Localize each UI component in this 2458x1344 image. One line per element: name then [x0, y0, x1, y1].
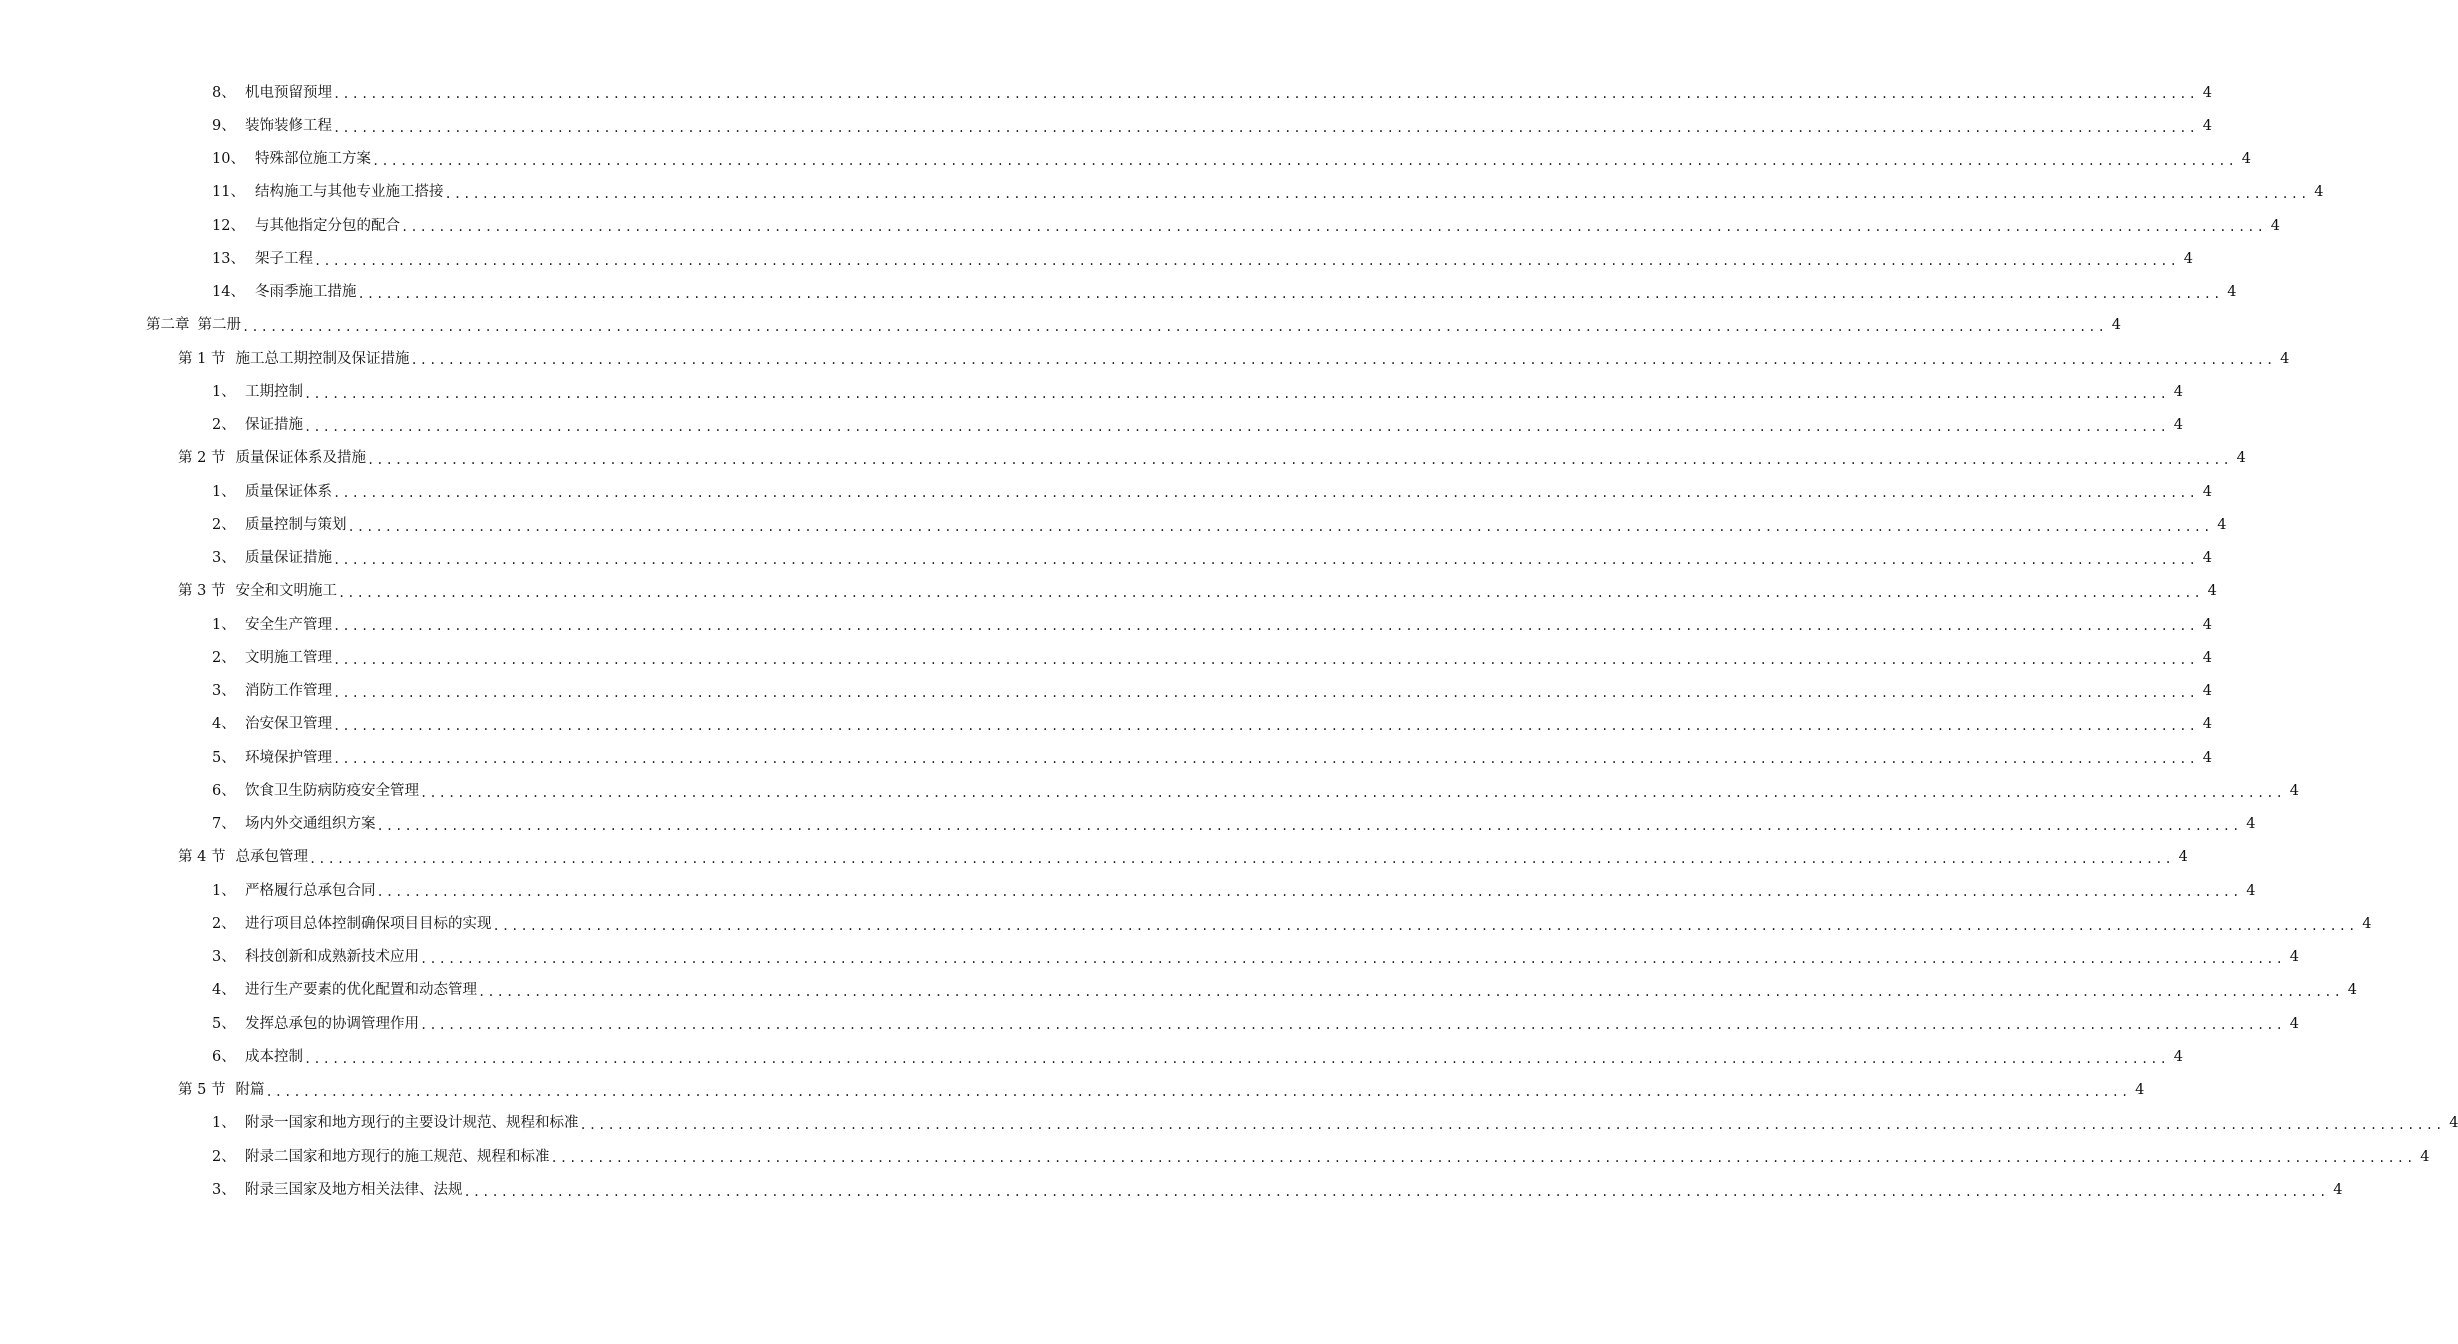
toc-entry-text: [212, 382, 303, 402]
toc-entry-number: 3、: [212, 1181, 236, 1198]
toc-page-number: 4: [2202, 616, 2212, 633]
toc-entry-number: 4、: [212, 716, 236, 733]
toc-entry-number: 3、: [212, 949, 236, 966]
toc-entry-text: [212, 615, 332, 635]
toc-dot-leader: ........................................................................................................................................................................................................: [333, 552, 2198, 567]
toc-entry-title: 质量保证体系及措施: [235, 450, 366, 467]
toc-entry-number: 2、: [212, 649, 236, 666]
toc-entry-title: 发挥总承包的协调管理作用: [245, 1015, 419, 1032]
toc-entry-number: 6、: [212, 782, 236, 799]
toc-entry-number: 9、: [212, 117, 236, 134]
toc-entry[interactable]: [0, 76, 2212, 109]
toc-entry-number: 第 3 节: [178, 583, 226, 600]
toc-page-number: 4: [2202, 483, 2212, 500]
toc-entry-text: [212, 947, 419, 967]
toc-entry-number: 1、: [212, 882, 236, 899]
toc-entry-text: [212, 781, 419, 801]
toc-entry-text: [212, 1180, 463, 1200]
toc-entry-text: [212, 515, 347, 535]
toc-entry-text: [212, 1014, 419, 1034]
toc-entry-number: 3、: [212, 683, 236, 700]
toc-page-number: 4: [2202, 749, 2212, 766]
toc-entry-text: [146, 315, 241, 335]
toc-entry-text: [212, 282, 357, 302]
toc-entry-title: 附录一国家和地方现行的主要设计规范、规程和标准: [245, 1115, 579, 1132]
toc-entry-text: [178, 448, 366, 468]
toc-entry-number: 1、: [212, 483, 236, 500]
toc-entry[interactable]: [0, 375, 2183, 408]
toc-entry-title: 消防工作管理: [245, 683, 332, 700]
toc-entry-title: 安全和文明施工: [235, 583, 337, 600]
toc-entry[interactable]: [0, 143, 2251, 176]
toc-entry-text: [178, 847, 308, 867]
toc-dot-leader: ........................................................................................................................................................................................................: [337, 586, 2203, 600]
toc-dot-leader: ........................................................................................................................................................................................................: [492, 918, 2358, 933]
toc-entry[interactable]: [0, 741, 2212, 774]
toc-entry-number: 第二章: [146, 317, 190, 334]
toc-dot-leader: ........................................................................................................................................................................................................: [304, 419, 2169, 434]
toc-entry[interactable]: [0, 176, 2324, 209]
toc-entry[interactable]: [0, 1007, 2299, 1040]
toc-page-number: 4: [2173, 417, 2183, 434]
toc-entry-text: [212, 914, 492, 934]
toc-entry-title: 环境保护管理: [245, 749, 332, 766]
toc-page-number: 4: [2289, 782, 2299, 799]
toc-entry-number: 第 1 节: [178, 350, 226, 367]
toc-entry-text: [212, 648, 332, 668]
toc-page-number: 4: [2111, 317, 2121, 334]
toc-entry[interactable]: [0, 475, 2212, 508]
toc-page-number: 4: [2420, 1148, 2430, 1165]
toc-entry-number: 5、: [212, 1015, 236, 1032]
toc-entry[interactable]: [0, 542, 2212, 575]
toc-page-number: 4: [2178, 849, 2188, 866]
toc-entry-title: 安全生产管理: [245, 616, 332, 633]
toc-entry[interactable]: [0, 708, 2212, 741]
toc-entry-number: 8、: [212, 84, 236, 101]
toc-entry[interactable]: [0, 575, 2217, 608]
toc-entry-number: 第 4 节: [178, 849, 226, 866]
toc-entry-text: [212, 714, 332, 734]
toc-entry-text: [212, 83, 332, 103]
toc-page-number: 4: [2227, 284, 2237, 301]
toc-entry-title: 进行项目总体控制确保项目目标的实现: [245, 915, 492, 932]
toc-entry-title: 附篇: [235, 1082, 265, 1099]
toc-entry-number: 10、: [212, 151, 245, 168]
toc-dot-leader: ........................................................................................................................................................................................................: [333, 486, 2198, 501]
toc-entry[interactable]: [0, 841, 2188, 874]
toc-entry-text: [212, 881, 376, 901]
toc-entry-title: 质量控制与策划: [245, 516, 347, 533]
toc-entry-number: 2、: [212, 1148, 236, 1165]
toc-dot-leader: ........................................................................................................................................................................................................: [304, 1051, 2169, 1066]
toc-entry[interactable]: [0, 974, 2357, 1007]
toc-dot-leader: ........................................................................................................................................................................................................: [376, 818, 2242, 833]
toc-entry-title: 第二册: [197, 317, 241, 334]
toc-entry-number: 2、: [212, 915, 236, 932]
toc-entry-number: 第 2 节: [178, 450, 226, 467]
toc-entry[interactable]: [0, 808, 2256, 841]
toc-entry-text: [212, 814, 376, 834]
toc-entry-title: 冬雨季施工措施: [255, 284, 357, 301]
toc-dot-leader: ........................................................................................................................................................................................................: [579, 1118, 2445, 1132]
toc-entry[interactable]: [0, 1107, 2458, 1140]
toc-dot-leader: ........................................................................................................................................................................................................: [347, 519, 2213, 534]
toc-entry-text: [178, 1080, 264, 1100]
toc-entry-title: 质量保证措施: [245, 550, 332, 567]
toc-entry[interactable]: [0, 109, 2212, 142]
toc-dot-leader: ........................................................................................................................................................................................................: [308, 852, 2174, 866]
toc-dot-leader: ........................................................................................................................................................................................................: [463, 1184, 2329, 1199]
toc-dot-leader: ........................................................................................................................................................................................................: [401, 220, 2266, 235]
toc-entry-title: 总承包管理: [235, 849, 308, 866]
toc-page-number: 4: [2246, 816, 2256, 833]
toc-entry[interactable]: [0, 508, 2227, 541]
toc-entry-number: 2、: [212, 417, 236, 434]
toc-page-number: 4: [2280, 350, 2290, 367]
toc-entry-title: 附录二国家和地方现行的施工规范、规程和标准: [245, 1148, 550, 1165]
toc-entry-number: 13、: [212, 250, 245, 267]
toc-entry-text: [212, 1113, 579, 1133]
toc-dot-leader: ........................................................................................................................................................................................................: [366, 453, 2232, 467]
toc-entry-title: 保证措施: [245, 417, 303, 434]
toc-entry-title: 治安保卫管理: [245, 716, 332, 733]
toc-entry-title: 结构施工与其他专业施工搭接: [255, 184, 444, 201]
toc-entry-number: 3、: [212, 550, 236, 567]
toc-entry-text: [212, 149, 371, 169]
toc-entry-title: 工期控制: [245, 383, 303, 400]
toc-dot-leader: ........................................................................................................................................................................................................: [333, 619, 2198, 634]
toc-entry[interactable]: [0, 442, 2246, 475]
toc-dot-leader: ........................................................................................................................................................................................................: [357, 286, 2223, 301]
toc-entry-number: 12、: [212, 217, 245, 234]
table-of-contents: [0, 76, 2458, 1207]
toc-entry-text: [212, 249, 313, 269]
toc-entry[interactable]: [0, 409, 2183, 442]
toc-entry[interactable]: [0, 1074, 2145, 1107]
toc-entry-number: 14、: [212, 284, 245, 301]
toc-page-number: 4: [2202, 649, 2212, 666]
toc-dot-leader: ........................................................................................................................................................................................................: [333, 685, 2198, 700]
toc-entry-title: 特殊部位施工方案: [255, 151, 371, 168]
toc-entry-number: 6、: [212, 1048, 236, 1065]
toc-entry-title: 质量保证体系: [245, 483, 332, 500]
toc-page-number: 4: [2173, 383, 2183, 400]
toc-page-number: 4: [2347, 982, 2357, 999]
toc-page-number: 4: [2246, 882, 2256, 899]
toc-entry-text: [212, 482, 332, 502]
toc-dot-leader: ........................................................................................................................................................................................................: [420, 785, 2285, 800]
toc-entry-text: [212, 548, 332, 568]
toc-entry-title: 机电预留预埋: [245, 84, 332, 101]
toc-dot-leader: ........................................................................................................................................................................................................: [333, 120, 2198, 135]
toc-entry-title: 饮食卫生防病防疫安全管理: [245, 782, 419, 799]
toc-page-number: 4: [2202, 84, 2212, 101]
toc-entry-text: [212, 415, 303, 435]
toc-entry-title: 与其他指定分包的配合: [255, 217, 400, 234]
toc-entry-text: [212, 1147, 550, 1167]
toc-dot-leader: ........................................................................................................................................................................................................: [372, 153, 2237, 168]
toc-dot-leader: ........................................................................................................................................................................................................: [333, 752, 2198, 767]
toc-dot-leader: ........................................................................................................................................................................................................: [304, 386, 2169, 401]
toc-page-number: 4: [2217, 516, 2227, 533]
toc-entry-number: 7、: [212, 816, 236, 833]
toc-entry-text: [178, 581, 337, 601]
toc-entry[interactable]: [0, 608, 2212, 641]
toc-entry-number: 5、: [212, 749, 236, 766]
toc-entry-text: [212, 182, 444, 202]
toc-entry-number: 4、: [212, 982, 236, 999]
toc-entry[interactable]: [0, 641, 2212, 674]
toc-entry[interactable]: [0, 309, 2121, 342]
toc-page-number: 4: [2241, 151, 2251, 168]
toc-dot-leader: ........................................................................................................................................................................................................: [314, 253, 2179, 268]
toc-entry-number: 第 5 节: [178, 1082, 226, 1099]
toc-page-number: 4: [2333, 1181, 2343, 1198]
toc-entry-number: 1、: [212, 616, 236, 633]
toc-entry[interactable]: [0, 675, 2212, 708]
toc-dot-leader: ........................................................................................................................................................................................................: [242, 320, 2107, 334]
toc-dot-leader: ........................................................................................................................................................................................................: [265, 1084, 2131, 1099]
toc-page-number: 4: [2183, 250, 2193, 267]
toc-entry-title: 架子工程: [255, 250, 313, 267]
toc-entry-title: 严格履行总承包合同: [245, 882, 376, 899]
toc-entry-text: [212, 116, 332, 136]
toc-dot-leader: ........................................................................................................................................................................................................: [410, 353, 2276, 368]
toc-page-number: 4: [2236, 450, 2246, 467]
toc-dot-leader: ........................................................................................................................................................................................................: [420, 951, 2285, 966]
toc-page-number: 4: [2202, 550, 2212, 567]
toc-dot-leader: ........................................................................................................................................................................................................: [478, 985, 2343, 999]
toc-entry[interactable]: [0, 774, 2299, 807]
toc-entry[interactable]: [0, 342, 2290, 375]
toc-entry-text: [212, 681, 332, 701]
toc-entry-text: [212, 1047, 303, 1067]
toc-entry-title: 场内外交通组织方案: [245, 816, 376, 833]
toc-dot-leader: ........................................................................................................................................................................................................: [420, 1018, 2285, 1033]
toc-entry-number: 2、: [212, 516, 236, 533]
toc-page-number: 4: [2135, 1082, 2145, 1099]
toc-dot-leader: ........................................................................................................................................................................................................: [376, 885, 2242, 900]
toc-entry[interactable]: [0, 941, 2299, 974]
toc-entry[interactable]: [0, 209, 2280, 242]
toc-page-number: 4: [2173, 1048, 2183, 1065]
toc-page-number: 4: [2289, 1015, 2299, 1032]
toc-page-number: 4: [2314, 184, 2324, 201]
toc-dot-leader: ........................................................................................................................................................................................................: [444, 187, 2310, 201]
toc-entry-text: [178, 349, 409, 369]
toc-page-number: 4: [2270, 217, 2280, 234]
toc-page-number: 4: [2289, 949, 2299, 966]
toc-entry-title: 科技创新和成熟新技术应用: [245, 949, 419, 966]
toc-page-number: 4: [2449, 1115, 2458, 1132]
toc-page-number: 4: [2202, 683, 2212, 700]
toc-page-number: 4: [2362, 915, 2372, 932]
toc-entry-number: 1、: [212, 1115, 236, 1132]
toc-entry-text: [212, 980, 477, 1000]
toc-dot-leader: ........................................................................................................................................................................................................: [333, 87, 2198, 102]
toc-entry-text: [212, 216, 400, 236]
toc-entry-number: 11、: [212, 184, 245, 201]
toc-page-number: 4: [2207, 583, 2217, 600]
toc-entry[interactable]: [0, 1040, 2183, 1073]
toc-entry-title: 装饰装修工程: [245, 117, 332, 134]
toc-entry-number: 1、: [212, 383, 236, 400]
toc-entry-title: 进行生产要素的优化配置和动态管理: [245, 982, 477, 999]
toc-entry-title: 附录三国家及地方相关法律、法规: [245, 1181, 463, 1198]
toc-entry-title: 文明施工管理: [245, 649, 332, 666]
toc-entry[interactable]: [0, 907, 2372, 940]
toc-dot-leader: ........................................................................................................................................................................................................: [550, 1151, 2416, 1166]
toc-entry[interactable]: [0, 1140, 2430, 1173]
toc-entry-title: 成本控制: [245, 1048, 303, 1065]
toc-dot-leader: ........................................................................................................................................................................................................: [333, 719, 2198, 733]
toc-entry[interactable]: [0, 242, 2193, 275]
toc-dot-leader: ........................................................................................................................................................................................................: [333, 652, 2198, 667]
toc-entry[interactable]: [0, 874, 2256, 907]
toc-entry-title: 施工总工期控制及保证措施: [235, 350, 410, 367]
toc-entry[interactable]: [0, 276, 2237, 309]
toc-entry-text: [212, 748, 332, 768]
toc-entry[interactable]: [0, 1173, 2343, 1206]
toc-page-number: 4: [2202, 117, 2212, 134]
toc-page-number: 4: [2202, 716, 2212, 733]
